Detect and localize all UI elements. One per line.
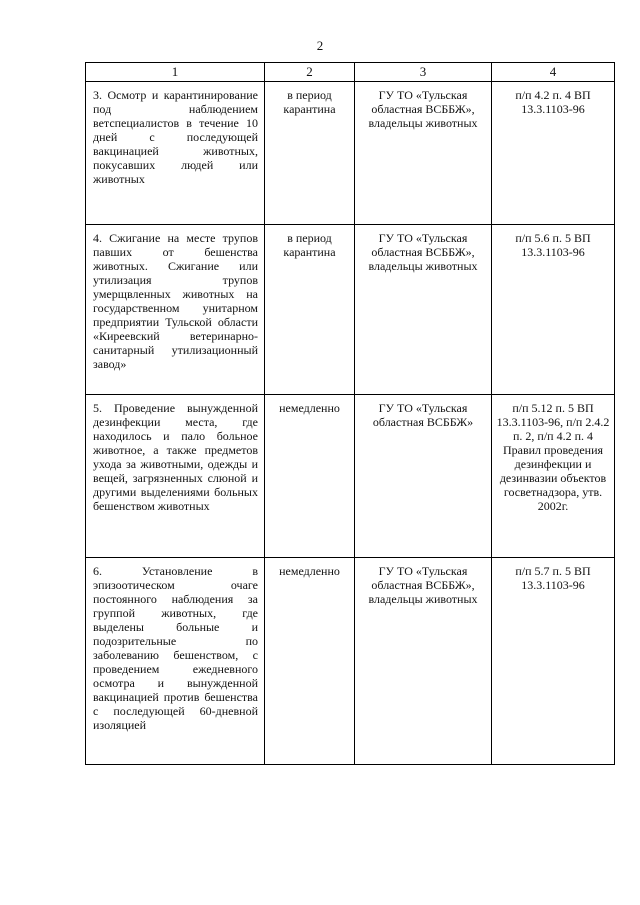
measure-text: 5. Проведение вынужденной дезинфекции места, где находилось и пало больное животное, а также предметов ухода за животными, одежды и вещей, загрязненных слюной и другими выделениями больных бешенством животных	[93, 401, 258, 513]
term-text: в период карантина	[283, 231, 336, 259]
table-row	[86, 395, 615, 558]
page-number: 2	[316, 38, 324, 53]
basis-cell	[492, 558, 615, 765]
basis-text: п/п 5.6 п. 5 ВП 13.3.1103-96	[515, 231, 591, 259]
measure-text: 3. Осмотр и карантинирование под наблюдением ветспециалистов в течение 10 дней с последующей вакцинацией животных, покусавших людей или животных	[93, 88, 258, 186]
responsible-cell	[355, 225, 492, 395]
measure-text: 6. Установление в эпизоотическом очаге постоянного наблюдения за группой животных, где выделены больные и подозрительные по заболеванию бешенством, с проведением ежедневного осмотра и вынужденной вакцинацией против бешенства с последующей 60-дневной изоляцией	[93, 564, 258, 732]
responsible-text: ГУ ТО «Тульская областная ВСББЖ»	[372, 401, 474, 429]
basis-cell	[492, 395, 615, 558]
basis-text: п/п 5.12 п. 5 ВП 13.3.1103-96, п/п 2.4.2 п. 2, п/п 4.2 п. 4 Правил проведения дезинфекции и дезинвазии объектов госветнадзора, утв. 2002г.	[496, 401, 610, 513]
measures-table	[85, 62, 615, 765]
term-text: немедленно	[279, 401, 340, 415]
table-row	[86, 225, 615, 395]
measure-cell	[86, 395, 265, 558]
term-cell	[265, 82, 355, 225]
table-header-row	[86, 63, 615, 82]
responsible-text: ГУ ТО «Тульская областная ВСББЖ», владельцы животных	[368, 231, 478, 273]
column-header-2: 2	[265, 63, 355, 82]
responsible-cell	[355, 558, 492, 765]
responsible-text: ГУ ТО «Тульская областная ВСББЖ», владельцы животных	[368, 564, 478, 606]
term-cell	[265, 395, 355, 558]
term-cell	[265, 225, 355, 395]
responsible-cell	[355, 82, 492, 225]
responsible-text: ГУ ТО «Тульская областная ВСББЖ», владельцы животных	[368, 88, 478, 130]
basis-text: п/п 5.7 п. 5 ВП 13.3.1103-96	[515, 564, 591, 592]
column-header-1: 1	[86, 63, 265, 82]
measure-text: 4. Сжигание на месте трупов павших от бешенства животных. Сжигание или утилизация трупов умерщвленных животных на государственном унитарном предприятии Тульской области «Киреевский ветеринарно-санитарный утилизационный завод»	[93, 231, 258, 371]
term-cell	[265, 558, 355, 765]
basis-cell	[492, 82, 615, 225]
column-header-4: 4	[492, 63, 615, 82]
basis-text: п/п 4.2 п. 4 ВП 13.3.1103-96	[515, 88, 591, 116]
term-text: в период карантина	[283, 88, 336, 116]
basis-cell	[492, 225, 615, 395]
table-row	[86, 82, 615, 225]
measure-cell	[86, 82, 265, 225]
table-row	[86, 558, 615, 765]
measure-cell	[86, 558, 265, 765]
term-text: немедленно	[279, 564, 340, 578]
responsible-cell	[355, 395, 492, 558]
column-header-3: 3	[355, 63, 492, 82]
measure-cell	[86, 225, 265, 395]
